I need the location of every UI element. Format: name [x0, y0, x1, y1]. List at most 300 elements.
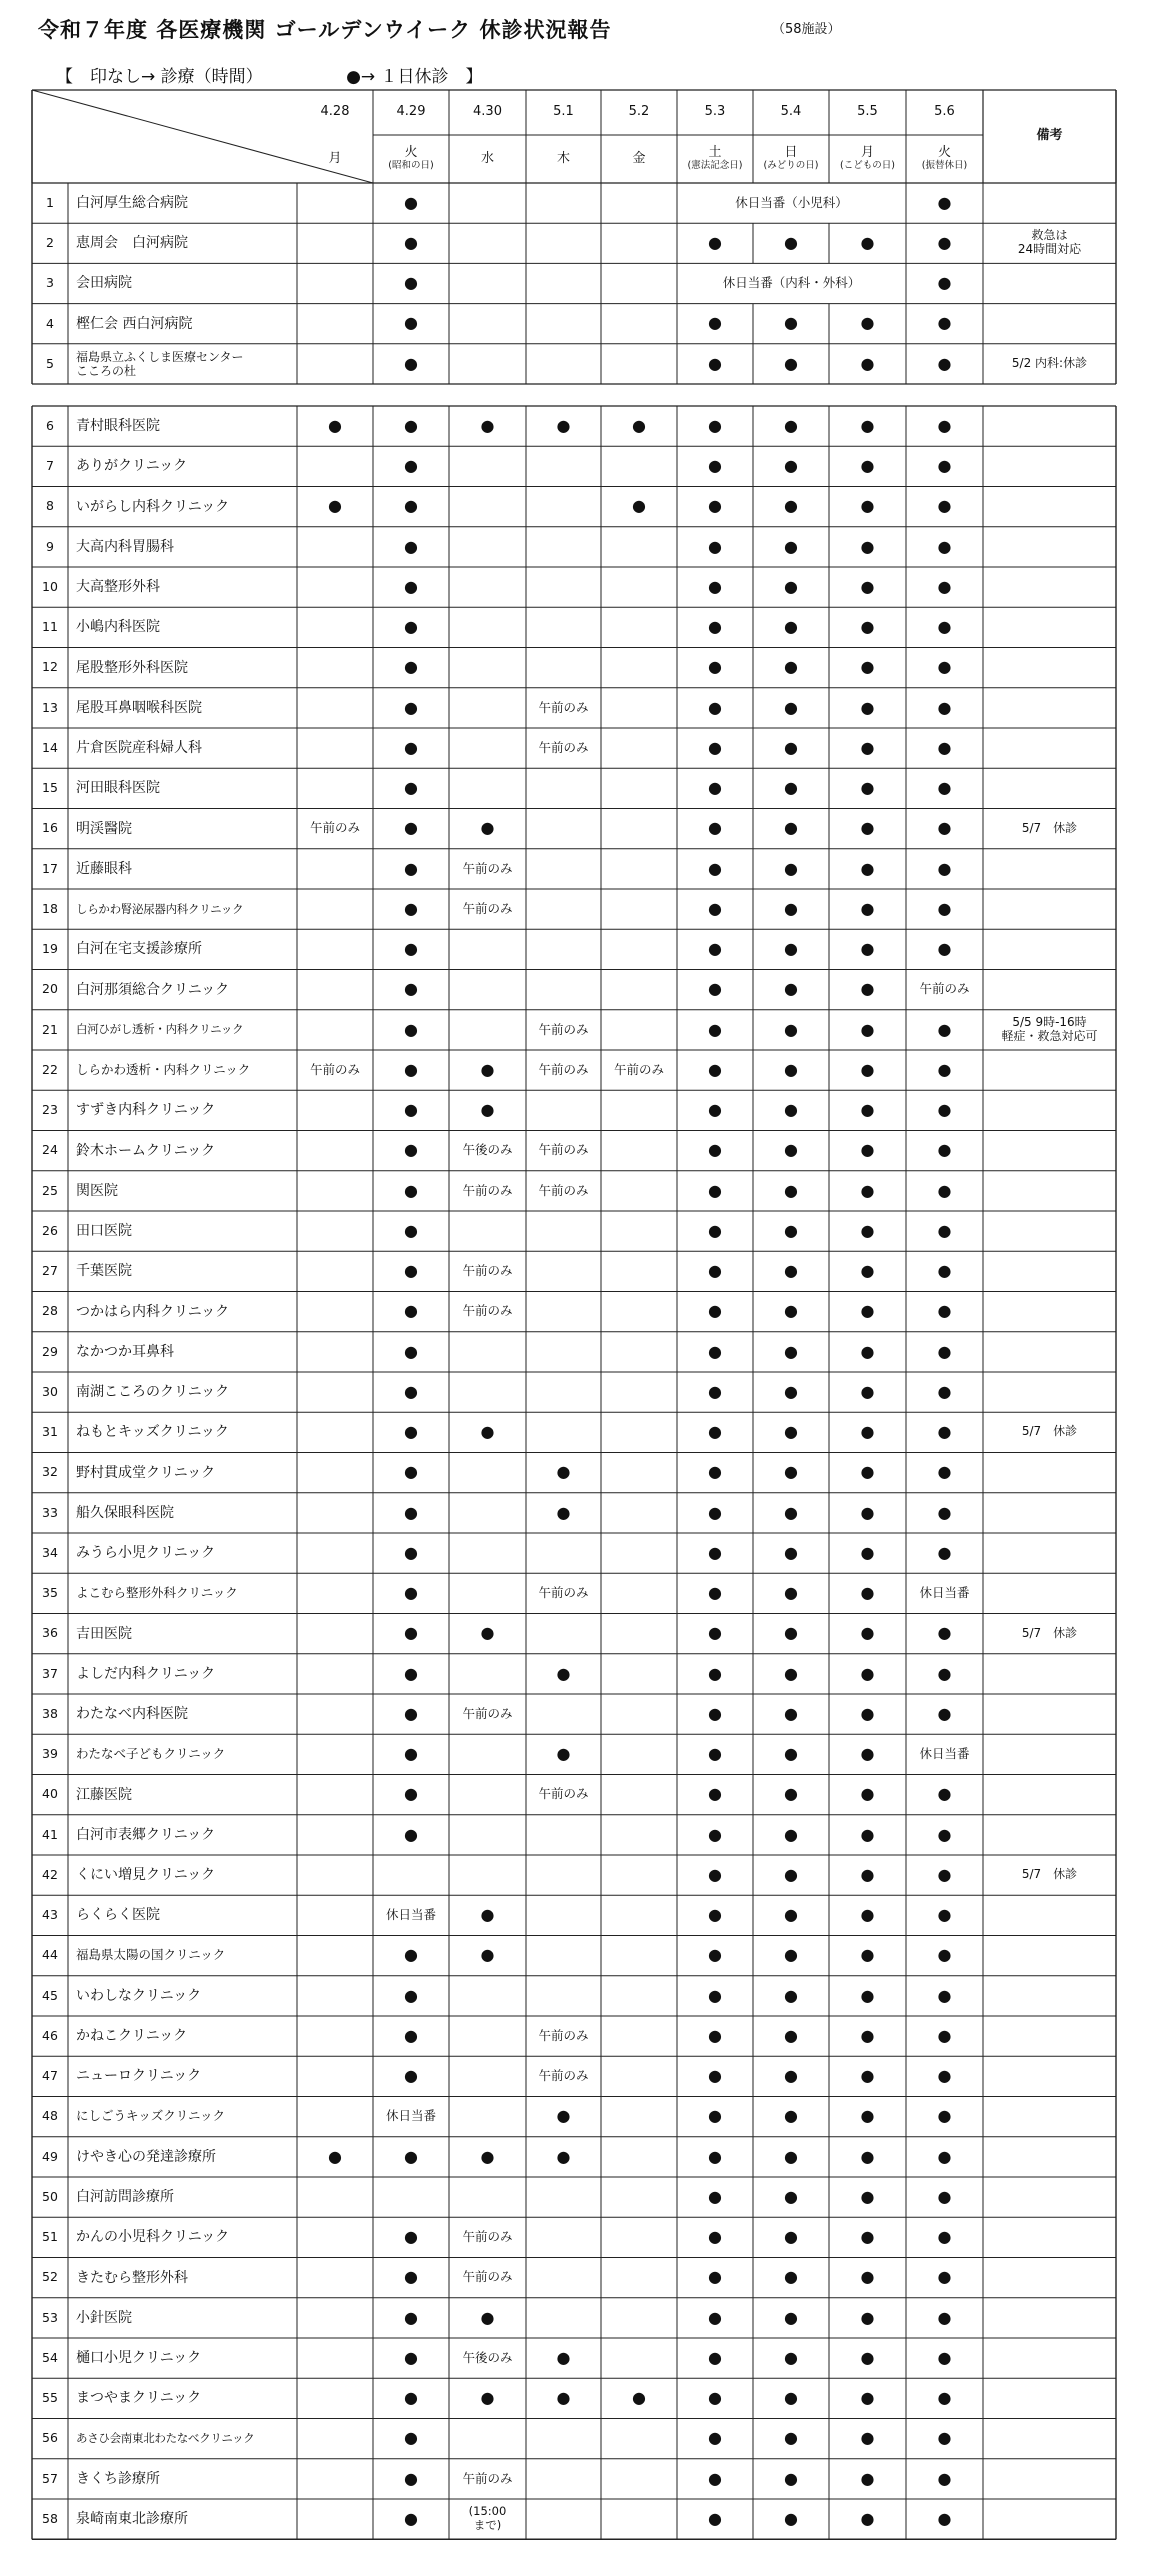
dot-icon: ●: [784, 778, 798, 798]
dot-icon: ●: [860, 1100, 875, 1120]
closed-day-dot: [677, 1573, 753, 1613]
open-day-cell: [297, 1090, 373, 1130]
closed-day-dot: [373, 2137, 449, 2177]
dot-icon: ●: [860, 979, 875, 999]
row-number: 44: [42, 1947, 58, 1963]
closed-day-dot: [677, 728, 753, 768]
dot-icon: ●: [784, 1100, 798, 1120]
closed-day-dot: [677, 1372, 753, 1412]
open-day-cell: [297, 1131, 373, 1171]
dot-icon: ●: [937, 939, 952, 959]
dot-icon: ●: [784, 353, 798, 373]
row-number: 21: [42, 1021, 58, 1037]
closed-day-dot: [906, 2137, 983, 2177]
row-number: 53: [42, 2309, 58, 2325]
closed-day-dot: [677, 2177, 753, 2217]
remarks-cell: [983, 2298, 1116, 2338]
facility-name: いわしなクリニック: [76, 1987, 202, 2004]
closed-day-dot: [677, 2459, 753, 2499]
closed-day-dot: [677, 2258, 753, 2298]
dot-icon: ●: [404, 415, 418, 435]
row-number: 49: [42, 2148, 58, 2164]
closed-day-dot: [829, 527, 906, 567]
closed-day-dot: [677, 304, 753, 344]
dot-icon: ●: [404, 1422, 418, 1442]
remarks-cell: [983, 849, 1116, 889]
open-day-cell: [449, 1493, 526, 1533]
holiday-label: (振替休日): [921, 160, 968, 171]
closed-day-dot: [753, 607, 829, 647]
weekday-label: 水: [480, 150, 494, 166]
closed-day-dot: [373, 2499, 449, 2539]
dot-icon: ●: [708, 1985, 722, 2005]
open-day-cell: [297, 728, 373, 768]
remarks-cell: [983, 688, 1116, 728]
row-number: 45: [42, 1987, 58, 2003]
dot-icon: ●: [860, 1905, 875, 1925]
open-day-cell: [297, 2097, 373, 2137]
row-number: 37: [42, 1665, 58, 1681]
status-text: [906, 1573, 983, 1613]
closed-day-dot: [829, 223, 906, 263]
open-day-cell: [526, 1936, 601, 1976]
dot-icon: ●: [708, 737, 722, 757]
closed-day-dot: [829, 1090, 906, 1130]
closed-day-dot: [373, 1171, 449, 1211]
closed-day-dot: [373, 1533, 449, 1573]
dot-icon: ●: [708, 2025, 722, 2045]
open-day-cell: [601, 446, 677, 486]
dot-icon: ●: [784, 2186, 798, 2206]
closed-day-dot: [906, 1936, 983, 1976]
closed-day-dot: [829, 2056, 906, 2096]
open-day-cell: [297, 1533, 373, 1573]
closed-day-dot: [373, 2217, 449, 2257]
closed-day-dot: [906, 2419, 983, 2459]
dot-icon: ●: [480, 2307, 495, 2327]
dot-icon: ●: [937, 496, 952, 516]
closed-day-dot: [677, 1010, 753, 1050]
dot-icon: ●: [784, 1301, 798, 1321]
row-number: 33: [42, 1504, 58, 1520]
closed-day-dot: [829, 970, 906, 1010]
status-label: 午前のみ: [538, 699, 589, 715]
closed-day-dot: [906, 2459, 983, 2499]
legend-no-mark: 【 印なし→ 診療（時間）: [56, 67, 263, 87]
open-day-cell: [297, 607, 373, 647]
dot-icon: ●: [937, 2307, 952, 2327]
closed-day-dot: [449, 1090, 526, 1130]
closed-day-dot: [373, 446, 449, 486]
remarks-line: 救急は: [1031, 228, 1068, 243]
dot-icon: ●: [404, 273, 418, 293]
closed-day-dot: [906, 728, 983, 768]
dot-icon: ●: [937, 1422, 952, 1442]
date-header-5: 5.3: [704, 104, 726, 120]
dot-icon: ●: [937, 1301, 952, 1321]
open-day-cell: [526, 849, 601, 889]
dot-icon: ●: [937, 192, 952, 212]
dot-icon: ●: [708, 697, 722, 717]
open-day-cell: [601, 2298, 677, 2338]
dot-icon: ●: [708, 939, 722, 959]
closed-day-dot: [829, 1895, 906, 1935]
dot-icon: ●: [937, 1905, 952, 1925]
dot-icon: ●: [937, 2428, 952, 2448]
closed-day-dot: [449, 2298, 526, 2338]
status-text: [526, 728, 601, 768]
dot-icon: ●: [708, 2146, 722, 2166]
dot-icon: ●: [632, 496, 646, 516]
open-day-cell: [297, 2378, 373, 2418]
open-day-cell: [297, 1171, 373, 1211]
dot-icon: ●: [860, 415, 875, 435]
date-header-7: 5.5: [857, 104, 878, 120]
remarks-cell: [983, 1171, 1116, 1211]
dot-icon: ●: [860, 697, 875, 717]
closed-day-dot: [373, 2419, 449, 2459]
dot-icon: ●: [937, 1019, 952, 1039]
closed-day-dot: [753, 2056, 829, 2096]
closed-day-dot: [449, 1936, 526, 1976]
closed-day-dot: [373, 768, 449, 808]
open-day-cell: [449, 2097, 526, 2137]
row-number: 26: [42, 1222, 58, 1238]
holiday-label: (こどもの日): [840, 160, 895, 171]
closed-day-dot: [906, 2217, 983, 2257]
facility-name: かねこクリニック: [76, 2028, 188, 2045]
open-day-cell: [449, 183, 526, 223]
dot-icon: ●: [860, 1542, 875, 1562]
open-day-cell: [526, 648, 601, 688]
row-number: 51: [42, 2229, 58, 2245]
closed-day-dot: [829, 1171, 906, 1211]
dot-icon: ●: [937, 858, 952, 878]
remarks-cell: [983, 2137, 1116, 2177]
open-day-cell: [601, 2097, 677, 2137]
status-text: [526, 1573, 601, 1613]
open-day-cell: [526, 1332, 601, 1372]
dot-icon: ●: [480, 1059, 495, 1079]
dot-icon: ●: [860, 1824, 875, 1844]
status-label: 午前のみ: [538, 1786, 589, 1802]
closed-day-dot: [906, 487, 983, 527]
dot-icon: ●: [404, 536, 418, 556]
closed-day-dot: [677, 1694, 753, 1734]
status-label: 午前のみ: [613, 1061, 664, 1077]
status-label: 午前のみ: [309, 1061, 360, 1077]
holiday-label: (みどりの日): [763, 160, 819, 171]
dot-icon: ●: [860, 1945, 875, 1965]
dot-icon: ●: [480, 415, 495, 435]
row-number: 12: [42, 659, 58, 675]
remarks-cell: [983, 1533, 1116, 1573]
open-day-cell: [601, 1654, 677, 1694]
dot-icon: ●: [708, 2227, 722, 2247]
dot-icon: ●: [937, 1059, 952, 1079]
open-day-cell: [297, 2177, 373, 2217]
remarks-cell: [983, 1855, 1116, 1895]
dot-icon: ●: [404, 2508, 418, 2528]
row-number: 27: [42, 1263, 58, 1279]
remarks-cell: [983, 2419, 1116, 2459]
status-label: 午前のみ: [462, 2229, 513, 2245]
status-label: 午後のみ: [462, 2349, 513, 2365]
dot-icon: ●: [480, 1100, 495, 1120]
dot-icon: ●: [708, 2307, 722, 2327]
remarks-cell: [983, 1372, 1116, 1412]
dot-icon: ●: [860, 2468, 875, 2488]
closed-day-dot: [753, 2217, 829, 2257]
closed-day-dot: [373, 487, 449, 527]
dot-icon: ●: [784, 2468, 798, 2488]
closed-day-dot: [906, 688, 983, 728]
dot-icon: ●: [937, 1985, 952, 2005]
remarks-cell: [983, 1775, 1116, 1815]
closed-day-dot: [753, 406, 829, 446]
status-text: [449, 2499, 526, 2539]
open-day-cell: [526, 567, 601, 607]
row-number: 18: [42, 900, 58, 916]
row-number: 5: [46, 355, 54, 371]
closed-day-dot: [677, 1815, 753, 1855]
row-number: 13: [42, 699, 58, 715]
weekday-header-3: [526, 135, 601, 183]
closed-day-dot: [753, 2016, 829, 2056]
dot-icon: ●: [556, 1744, 571, 1764]
status-label: 午前のみ: [462, 2470, 513, 2486]
closed-day-dot: [906, 1614, 983, 1654]
closed-day-dot: [373, 1131, 449, 1171]
open-day-cell: [449, 2419, 526, 2459]
row-number: 7: [46, 458, 54, 474]
open-day-cell: [526, 1614, 601, 1654]
open-day-cell: [449, 1654, 526, 1694]
dot-icon: ●: [784, 2025, 798, 2045]
open-day-cell: [449, 487, 526, 527]
status-text: [526, 1010, 601, 1050]
closed-day-dot: [829, 1412, 906, 1452]
dot-icon: ●: [937, 456, 952, 476]
closed-day-dot: [829, 1775, 906, 1815]
closed-day-dot: [829, 607, 906, 647]
remarks-cell: [983, 183, 1116, 223]
closed-day-dot: [373, 2056, 449, 2096]
remarks-cell: [983, 970, 1116, 1010]
closed-day-dot: [906, 607, 983, 647]
dot-icon: ●: [784, 1703, 798, 1723]
row-number: 15: [42, 780, 58, 796]
closed-day-dot: [677, 2378, 753, 2418]
closed-day-dot: [373, 304, 449, 344]
closed-day-dot: [373, 1976, 449, 2016]
open-day-cell: [601, 1573, 677, 1613]
status-label: 午前のみ: [538, 1021, 589, 1037]
open-day-cell: [449, 1372, 526, 1412]
dot-icon: ●: [404, 1542, 418, 1562]
open-day-cell: [526, 2419, 601, 2459]
remarks-cell: [983, 223, 1116, 263]
dot-icon: ●: [404, 898, 418, 918]
facility-name: [68, 344, 305, 384]
dot-icon: ●: [937, 1462, 952, 1482]
facility-name: 尾股整形外科医院: [76, 659, 188, 676]
open-day-cell: [449, 1573, 526, 1613]
open-day-cell: [449, 1010, 526, 1050]
open-day-cell: [297, 1815, 373, 1855]
dot-icon: ●: [404, 2267, 418, 2287]
open-day-cell: [526, 1090, 601, 1130]
dot-icon: ●: [556, 2388, 571, 2408]
open-day-cell: [297, 1775, 373, 1815]
closed-day-dot: [753, 2338, 829, 2378]
closed-day-dot: [829, 1211, 906, 1251]
dot-icon: ●: [784, 415, 798, 435]
closed-day-dot: [753, 527, 829, 567]
closed-day-dot: [829, 2258, 906, 2298]
closed-day-dot: [753, 1815, 829, 1855]
open-day-cell: [297, 1654, 373, 1694]
facility-name: けやき心の発達診療所: [76, 2148, 216, 2165]
closed-day-dot: [753, 1412, 829, 1452]
dot-icon: ●: [937, 737, 952, 757]
closed-day-dot: [753, 1895, 829, 1935]
dot-icon: ●: [708, 1905, 722, 1925]
dot-icon: ●: [784, 858, 798, 878]
dot-icon: ●: [860, 2227, 875, 2247]
closed-day-dot: [753, 768, 829, 808]
dot-icon: ●: [708, 818, 722, 838]
closed-day-dot: [753, 2459, 829, 2499]
status-label: 午前のみ: [462, 1263, 513, 1279]
status-text: [449, 1171, 526, 1211]
dot-icon: ●: [708, 1381, 722, 1401]
weekday-header-0: [297, 135, 373, 183]
closed-day-dot: [526, 2338, 601, 2378]
dot-icon: ●: [404, 939, 418, 959]
closed-day-dot: [677, 567, 753, 607]
open-day-cell: [449, 304, 526, 344]
status-text: [373, 1895, 449, 1935]
facility-name: 明渓醫院: [76, 820, 132, 837]
dot-icon: ●: [784, 2347, 798, 2367]
dot-icon: ●: [784, 1583, 798, 1603]
closed-day-dot: [373, 1573, 449, 1613]
dot-icon: ●: [860, 313, 875, 333]
open-day-cell: [601, 2016, 677, 2056]
row-number: 16: [42, 820, 58, 836]
dot-icon: ●: [937, 353, 952, 373]
closed-day-dot: [753, 2378, 829, 2418]
closed-day-dot: [373, 1694, 449, 1734]
open-day-cell: [526, 2177, 601, 2217]
closed-day-dot: [373, 527, 449, 567]
closed-day-dot: [677, 1251, 753, 1291]
dot-icon: ●: [860, 1301, 875, 1321]
closed-day-dot: [677, 446, 753, 486]
facility-name: 江藤医院: [76, 1786, 132, 1803]
dot-icon: ●: [937, 1824, 952, 1844]
dot-icon: ●: [860, 1703, 875, 1723]
dot-icon: ●: [556, 2347, 571, 2367]
remarks-cell: [983, 446, 1116, 486]
closed-day-dot: [677, 527, 753, 567]
open-day-cell: [297, 2016, 373, 2056]
dot-icon: ●: [404, 1945, 418, 1965]
open-day-cell: [449, 970, 526, 1010]
open-day-cell: [297, 1734, 373, 1774]
closed-day-dot: [373, 2016, 449, 2056]
row-number: 22: [42, 1061, 58, 1077]
dot-icon: ●: [404, 1824, 418, 1844]
facility-name: ねもとキッズクリニック: [76, 1424, 229, 1441]
closed-day-dot: [829, 2499, 906, 2539]
dot-icon: ●: [404, 1985, 418, 2005]
closed-day-dot: [906, 1654, 983, 1694]
dot-icon: ●: [860, 1784, 875, 1804]
weekday-header-6: [753, 135, 829, 183]
dot-icon: ●: [404, 1140, 418, 1160]
status-text: [449, 849, 526, 889]
weekday-label: 金: [632, 150, 646, 166]
dot-icon: ●: [937, 1180, 952, 1200]
closed-day-dot: [753, 1654, 829, 1694]
open-day-cell: [297, 1251, 373, 1291]
closed-day-dot: [829, 728, 906, 768]
closed-day-dot: [829, 1493, 906, 1533]
open-day-cell: [297, 2459, 373, 2499]
open-day-cell: [297, 1292, 373, 1332]
closed-day-dot: [373, 1936, 449, 1976]
date-header-4: 5.2: [628, 104, 650, 120]
closed-day-dot: [601, 487, 677, 527]
dot-icon: ●: [860, 456, 875, 476]
closed-day-dot: [677, 2016, 753, 2056]
remarks-cell: [983, 2056, 1116, 2096]
dot-icon: ●: [404, 576, 418, 596]
remarks-cell: [983, 889, 1116, 929]
holiday-label: (昭和の日): [388, 160, 434, 171]
status-text: [601, 1050, 677, 1090]
closed-day-dot: [526, 1453, 601, 1493]
row-number: 2: [46, 235, 54, 251]
closed-day-dot: [677, 487, 753, 527]
closed-day-dot: [753, 929, 829, 969]
dot-icon: ●: [937, 576, 952, 596]
open-day-cell: [601, 1533, 677, 1573]
closed-day-dot: [677, 1855, 753, 1895]
closed-day-dot: [753, 1936, 829, 1976]
closed-day-dot: [906, 2499, 983, 2539]
dot-icon: ●: [860, 2066, 875, 2086]
dot-icon: ●: [860, 2267, 875, 2287]
weekday-header-1: [373, 135, 449, 183]
closed-day-dot: [753, 970, 829, 1010]
dot-icon: ●: [404, 1583, 418, 1603]
status-text: [526, 1775, 601, 1815]
closed-day-dot: [829, 304, 906, 344]
closed-day-dot: [449, 2378, 526, 2418]
dot-icon: ●: [784, 496, 798, 516]
closed-day-dot: [753, 1010, 829, 1050]
remarks-cell: [983, 1614, 1116, 1654]
facility-name: 千葉医院: [76, 1263, 132, 1280]
dot-icon: ●: [404, 2227, 418, 2247]
open-day-cell: [601, 2419, 677, 2459]
dot-icon: ●: [708, 2388, 722, 2408]
open-day-cell: [526, 2459, 601, 2499]
dot-icon: ●: [404, 737, 418, 757]
